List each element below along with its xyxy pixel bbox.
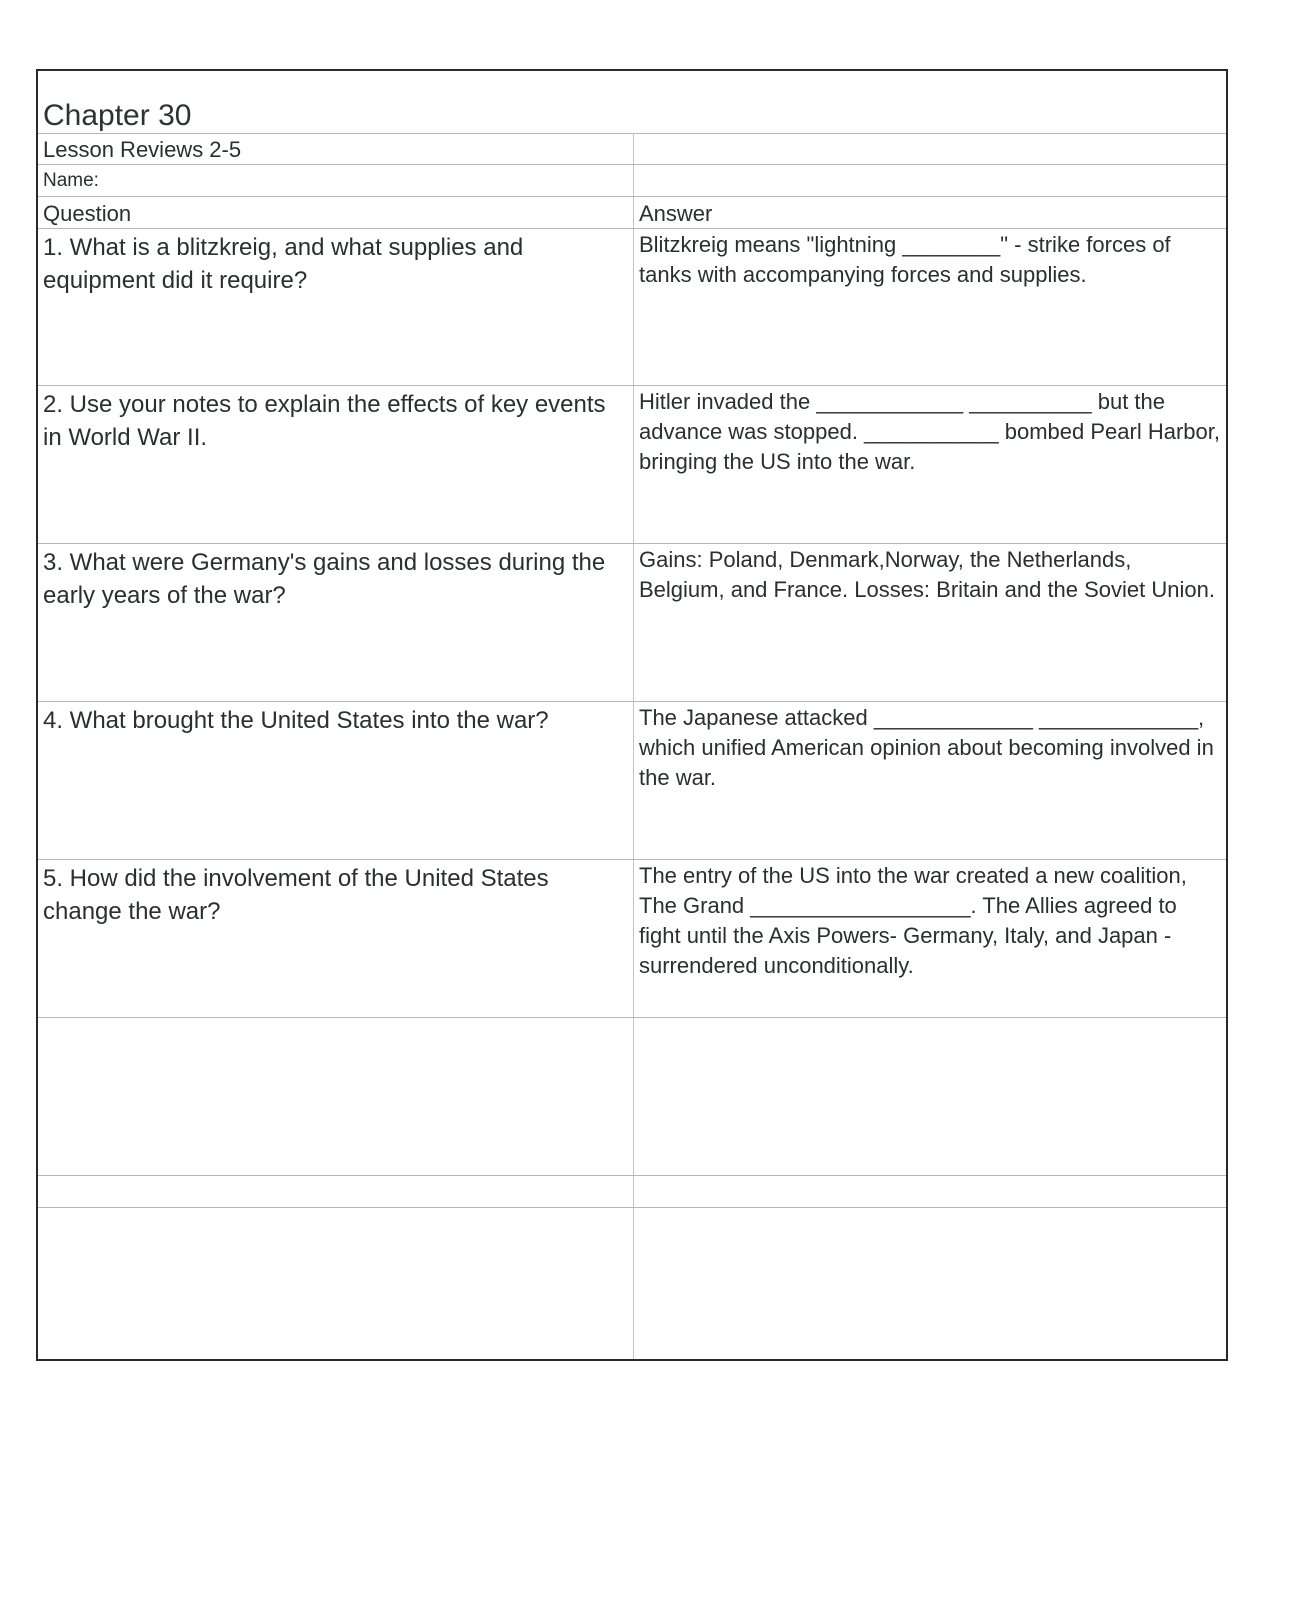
column-header-answer: Answer bbox=[639, 201, 713, 226]
subtitle-row bbox=[38, 133, 1226, 165]
empty-table-row bbox=[38, 1208, 1226, 1359]
empty-table-row bbox=[38, 1018, 1226, 1176]
header-row bbox=[38, 197, 1226, 229]
answer-1[interactable]: Blitzkreig means "lightning ________" - strike forces of tanks with accompanying forces and supplies. bbox=[639, 232, 1171, 287]
answer-5[interactable]: The entry of the US into the war created a new coalition, The Grand __________________. The Allies agreed to fight until the Axis Powers- Germany, Italy, and Japan - surrendered unconditionally. bbox=[639, 863, 1187, 978]
empty-question-cell bbox=[38, 1018, 634, 1175]
name-label: Name: bbox=[38, 165, 634, 196]
answer-2[interactable]: Hitler invaded the ____________ __________ but the advance was stopped. ___________ bombed Pearl Harbor, bringing the US into the war. bbox=[639, 389, 1220, 474]
answer-4[interactable]: The Japanese attacked _____________ _____________, which unified American opinion about becoming involved in the war. bbox=[639, 705, 1214, 790]
answer-3[interactable]: Gains: Poland, Denmark,Norway, the Netherlands, Belgium, and France. Losses: Britain and the Soviet Union. bbox=[639, 547, 1215, 602]
empty-answer-cell[interactable] bbox=[634, 1018, 1226, 1175]
question-3: 3. What were Germany's gains and losses during the early years of the war? bbox=[38, 544, 634, 701]
question-2: 2. Use your notes to explain the effects of key events in World War II. bbox=[38, 386, 634, 543]
empty-answer-cell[interactable] bbox=[634, 1208, 1226, 1359]
subtitle-blank-cell bbox=[634, 133, 1226, 164]
column-header-question: Question bbox=[38, 197, 634, 228]
empty-table-row bbox=[38, 1176, 1226, 1208]
name-field[interactable] bbox=[634, 165, 1226, 196]
table-row bbox=[38, 229, 1226, 386]
table-row bbox=[38, 860, 1226, 1018]
table-row bbox=[38, 544, 1226, 702]
worksheet-table bbox=[36, 69, 1228, 1361]
subtitle: Lesson Reviews 2-5 bbox=[38, 133, 634, 164]
page-title: Chapter 30 bbox=[43, 99, 192, 132]
empty-question-cell bbox=[38, 1208, 634, 1359]
empty-answer-cell[interactable] bbox=[634, 1176, 1226, 1207]
question-4: 4. What brought the United States into the war? bbox=[38, 702, 634, 859]
title-row bbox=[38, 71, 1226, 134]
table-row bbox=[38, 386, 1226, 544]
name-row bbox=[38, 165, 1226, 197]
table-row bbox=[38, 702, 1226, 860]
question-5: 5. How did the involvement of the United States change the war? bbox=[38, 860, 634, 1017]
empty-question-cell bbox=[38, 1176, 634, 1207]
question-1: 1. What is a blitzkreig, and what supplies and equipment did it require? bbox=[38, 229, 634, 385]
